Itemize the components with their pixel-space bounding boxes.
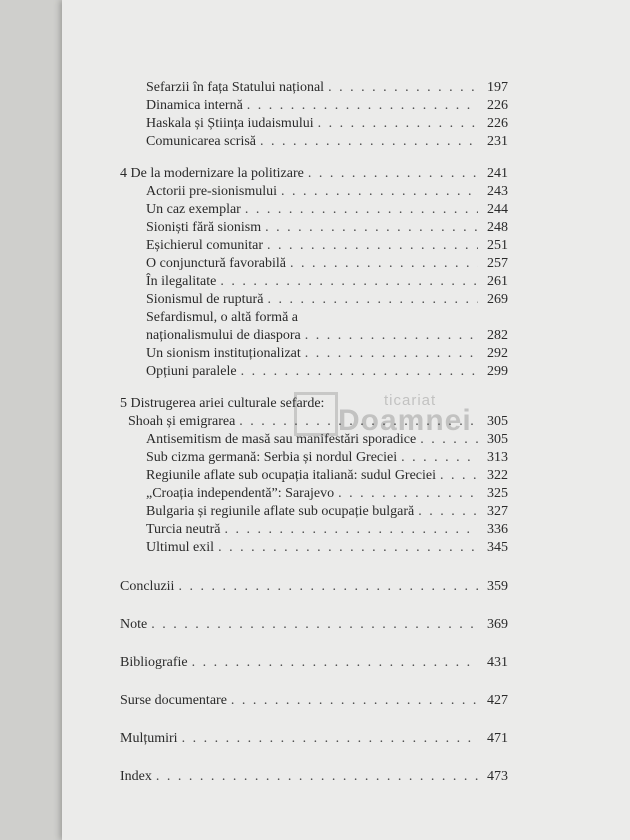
toc-entry bbox=[146, 363, 508, 381]
toc-entry-title: „Croația independentă”: Sarajevo bbox=[146, 486, 335, 501]
toc-entry-title: Eșichierul comunitar bbox=[146, 238, 264, 253]
toc-entry-title: Actorii pre-sionismului bbox=[146, 184, 278, 199]
toc-entry-title: Haskala și Știința iudaismului bbox=[146, 116, 314, 131]
back-matter-entry bbox=[120, 654, 508, 672]
toc-entry-page: 336 bbox=[487, 522, 508, 537]
toc-leader-dots bbox=[260, 133, 478, 151]
toc-leader-dots bbox=[218, 539, 478, 557]
toc-leader-dots bbox=[231, 692, 478, 710]
toc-leader-dots bbox=[401, 449, 478, 467]
toc-entry-page: 345 bbox=[487, 540, 508, 555]
chapter-5-heading bbox=[128, 413, 508, 431]
toc-entry bbox=[146, 97, 508, 115]
watermark-big-text: Doamnei bbox=[338, 404, 472, 437]
chapter-title: Shoah și emigrarea bbox=[128, 414, 236, 429]
back-matter-entry bbox=[120, 578, 508, 596]
toc-entry-page: 427 bbox=[487, 693, 508, 708]
watermark-small-text: ticariat bbox=[384, 392, 437, 409]
back-matter-entry bbox=[120, 616, 508, 634]
toc-entry bbox=[146, 255, 508, 273]
toc-entry-title: Bibliografie bbox=[120, 655, 188, 670]
toc-entry-title: Opțiuni paralele bbox=[146, 364, 237, 379]
toc-entry-title-line1: Sefardismul, o altă formă a bbox=[146, 310, 299, 325]
toc-entry-page: 369 bbox=[487, 617, 508, 632]
toc-entry-page: 359 bbox=[487, 579, 508, 594]
toc-leader-dots bbox=[241, 363, 478, 381]
chapter-4-heading bbox=[120, 165, 508, 183]
toc-leader-dots bbox=[225, 521, 478, 539]
toc-entry-page: 322 bbox=[487, 468, 508, 483]
toc-entry-title: Sioniști fără sionism bbox=[146, 220, 262, 235]
toc-entry-title: Sionismul de ruptură bbox=[146, 292, 264, 307]
toc-entry bbox=[146, 291, 508, 309]
toc-entry-page: 299 bbox=[487, 364, 508, 379]
chapter-title: 4 De la modernizare la politizare bbox=[120, 166, 304, 181]
toc-entry-title: Dinamica internă bbox=[146, 98, 243, 113]
toc-leader-dots bbox=[318, 115, 478, 133]
toc-leader-dots bbox=[420, 431, 478, 449]
toc-entry-title: Comunicarea scrisă bbox=[146, 134, 257, 149]
toc-entry-page: 471 bbox=[487, 731, 508, 746]
toc-entry-page: 305 bbox=[487, 432, 508, 447]
toc-entry-title: Sefarzii în fața Statului național bbox=[146, 80, 325, 95]
toc-entry bbox=[146, 449, 508, 467]
toc-entry bbox=[146, 237, 508, 255]
toc-leader-dots bbox=[440, 467, 478, 485]
toc-entry-page: 231 bbox=[487, 134, 508, 149]
toc-entry-page: 473 bbox=[487, 769, 508, 784]
toc-entry-page: 327 bbox=[487, 504, 508, 519]
toc-entry-title: Antisemitism de masă sau manifestări sporadice bbox=[146, 432, 417, 447]
toc-entry bbox=[146, 327, 508, 345]
toc-leader-dots bbox=[192, 654, 478, 672]
toc-entry-title: Turcia neutră bbox=[146, 522, 221, 537]
toc-leader-dots bbox=[239, 413, 478, 431]
toc-leader-dots bbox=[220, 273, 478, 291]
toc-entry-title: Bulgaria și regiunile aflate sub ocupație bulgară bbox=[146, 504, 415, 519]
toc-entry-page: 244 bbox=[487, 202, 508, 217]
toc-entry bbox=[146, 79, 508, 97]
toc-entry bbox=[146, 183, 508, 201]
toc-leader-dots bbox=[156, 768, 478, 786]
chapter-page: 241 bbox=[487, 166, 508, 181]
toc-entry-title: Mulțumiri bbox=[120, 731, 178, 746]
back-matter-entry bbox=[120, 768, 508, 786]
toc-entry bbox=[146, 503, 508, 521]
toc-entry-title: naționalismului de diaspora bbox=[146, 328, 301, 343]
toc-entry-page: 243 bbox=[487, 184, 508, 199]
toc-entry-page: 282 bbox=[487, 328, 508, 343]
toc-leader-dots bbox=[338, 485, 478, 503]
chapter-5-title-line1: 5 Distrugerea ariei culturale sefarde: bbox=[120, 396, 325, 411]
toc-entry bbox=[146, 115, 508, 133]
toc-entry-page: 197 bbox=[487, 80, 508, 95]
toc-leader-dots bbox=[305, 345, 478, 363]
toc-entry bbox=[146, 219, 508, 237]
toc-entry-title: Surse documentare bbox=[120, 693, 227, 708]
toc-entry-title: Regiunile aflate sub ocupația italiană: sudul Greciei bbox=[146, 468, 437, 483]
toc-entry-title: Sub cizma germană: Serbia și nordul Greciei bbox=[146, 450, 398, 465]
toc-entry-title: Index bbox=[120, 769, 152, 784]
toc-leader-dots bbox=[290, 255, 478, 273]
chapter-page: 305 bbox=[487, 414, 508, 429]
toc-entry-page: 226 bbox=[487, 116, 508, 131]
toc-leader-dots bbox=[305, 327, 478, 345]
toc-entry-title: Concluzii bbox=[120, 579, 175, 594]
toc-entry-title: O conjunctură favorabilă bbox=[146, 256, 286, 271]
toc-entry bbox=[146, 485, 508, 503]
toc-leader-dots bbox=[182, 730, 478, 748]
toc-leader-dots bbox=[267, 291, 478, 309]
toc-leader-dots bbox=[267, 237, 478, 255]
toc-entry-page: 251 bbox=[487, 238, 508, 253]
toc-entry-page: 261 bbox=[487, 274, 508, 289]
toc-entry bbox=[146, 133, 508, 151]
toc-leader-dots bbox=[418, 503, 478, 521]
toc-leader-dots bbox=[328, 79, 478, 97]
toc-entry-title: Un caz exemplar bbox=[146, 202, 241, 217]
toc-leader-dots bbox=[265, 219, 478, 237]
toc-leader-dots bbox=[178, 578, 478, 596]
toc-entry-page: 313 bbox=[487, 450, 508, 465]
toc-entry-title: Ultimul exil bbox=[146, 540, 215, 555]
toc-entry bbox=[146, 345, 508, 363]
toc-leader-dots bbox=[308, 165, 478, 183]
toc-entry-page: 431 bbox=[487, 655, 508, 670]
toc-entry-page: 226 bbox=[487, 98, 508, 113]
toc-entry-title: În ilegalitate bbox=[146, 274, 217, 289]
back-matter-entry bbox=[120, 692, 508, 710]
toc-entry-page: 248 bbox=[487, 220, 508, 235]
toc-entry-page: 269 bbox=[487, 292, 508, 307]
toc-entry-page: 257 bbox=[487, 256, 508, 271]
toc-entry-page: 325 bbox=[487, 486, 508, 501]
book-page bbox=[62, 0, 630, 840]
toc-entry bbox=[146, 431, 508, 449]
toc-leader-dots bbox=[281, 183, 478, 201]
toc-leader-dots bbox=[247, 97, 478, 115]
toc-leader-dots bbox=[151, 616, 478, 634]
toc-entry-title: Note bbox=[120, 617, 148, 632]
toc-leader-dots bbox=[245, 201, 478, 219]
back-matter-entry bbox=[120, 730, 508, 748]
toc-entry bbox=[146, 539, 508, 557]
toc-entry bbox=[146, 467, 508, 485]
toc-entry-page: 292 bbox=[487, 346, 508, 361]
toc-entry bbox=[146, 201, 508, 219]
toc-entry bbox=[146, 521, 508, 539]
toc-entry-title: Un sionism instituționalizat bbox=[146, 346, 301, 361]
toc-entry bbox=[146, 273, 508, 291]
